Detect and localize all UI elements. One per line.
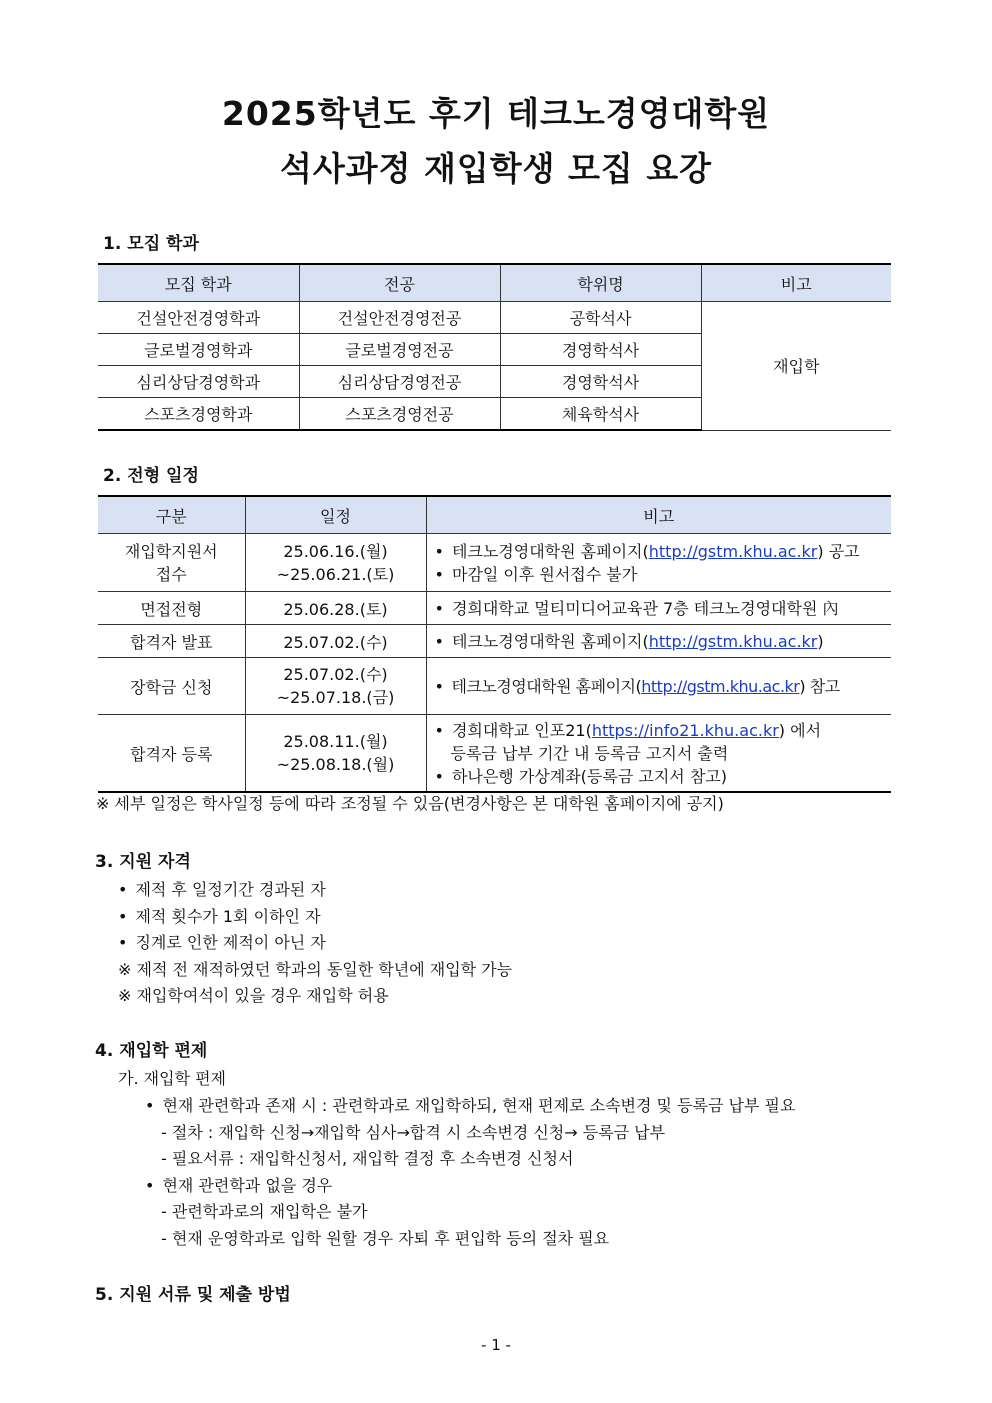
cell-note (426, 658, 891, 715)
section-number: 5. (95, 1285, 114, 1305)
note-bullet (435, 630, 891, 653)
cell-line: ~25.06.21.(토) (276, 564, 395, 584)
cell-dept: 심리상담경영학과 (98, 366, 299, 398)
doc-title-line2: 석사과정 재입학생 모집 요강 (279, 149, 712, 188)
cell-date (245, 534, 426, 592)
note-bullet (435, 675, 891, 698)
list-item: • 제적 후 일정기간 경과된 자 (118, 877, 512, 904)
cell-category: 합격자 등록 (98, 715, 245, 793)
cell-degree: 공학석사 (500, 302, 701, 334)
list-note: ※ 제적 전 재적하였던 학과의 동일한 학년에 재입학 가능 (118, 959, 513, 979)
reorg-subheading: 가. 재입학 편제 (118, 1069, 226, 1088)
cell-category (98, 534, 245, 592)
cell-note (426, 625, 891, 658)
cell-degree: 체육학석사 (500, 398, 701, 431)
note-text: 테크노경영대학원 홈페이지( (451, 676, 642, 696)
cell-line: 25.07.02.(수) (283, 665, 388, 684)
cell-degree: 경영학석사 (500, 334, 701, 366)
note-continuation: 등록금 납부 기간 내 등록금 고지서 출력 (450, 743, 729, 763)
cell-major: 글로벌경영전공 (299, 334, 500, 366)
list-detail: - 절차 : 재입학 신청→재입학 심사→합격 시 소속변경 신청→ 등록금 납부 (161, 1122, 666, 1142)
section-5-heading (95, 1280, 291, 1305)
cell-date: 25.06.28.(토) (245, 592, 426, 625)
cell-category: 합격자 발표 (98, 625, 245, 658)
col-header: 일정 (245, 496, 426, 534)
cell-line: 25.08.11.(월) (283, 732, 388, 751)
list-detail: - 관련학과로의 재입학은 불가 (161, 1202, 368, 1221)
note-bullet (435, 719, 891, 742)
section-title: 모집 학과 (127, 234, 199, 254)
section-number: 2. (103, 466, 122, 486)
table-row (98, 592, 891, 625)
cell-major: 건설안전경영전공 (299, 302, 500, 334)
col-header: 학위명 (500, 264, 701, 302)
col-header: 전공 (299, 264, 500, 302)
cell-line: ~25.07.18.(금) (276, 688, 395, 707)
col-header: 비고 (701, 264, 891, 302)
table-row (98, 715, 891, 793)
section-2-heading (103, 461, 199, 486)
recruit-departments-table (98, 263, 891, 431)
doc-title-line1: 2025학년도 후기 테크노경영대학원 (221, 94, 771, 133)
cell-date: 25.07.02.(수) (245, 625, 426, 658)
list-item: • 현재 관련학과 존재 시 : 관련학과로 재입학하되, 현재 편제로 소속변경 및 등록금 납부 필요 (145, 1093, 795, 1120)
section-4-heading (95, 1036, 207, 1061)
cell-date (245, 715, 426, 793)
list-item: • 징계로 인한 제적이 아닌 자 (118, 930, 512, 957)
note-bullet: • 마감일 이후 원서접수 불가 (435, 563, 891, 586)
cell-category: 면접전형 (98, 592, 245, 625)
section-number: 1. (103, 234, 122, 254)
note-text: 경희대학교 인포21( (451, 720, 592, 740)
note-text: ) 공고 (817, 541, 860, 561)
section-title: 재입학 편제 (119, 1041, 208, 1061)
col-header: 구분 (98, 496, 245, 534)
info21-link[interactable]: https://info21.khu.ac.kr (591, 720, 779, 740)
cell-note (426, 715, 891, 793)
note-text: ) 에서 (778, 720, 822, 740)
reorg-list (145, 1093, 795, 1252)
schedule-footnote: ※ 세부 일정은 학사일정 등에 따라 조정될 수 있음(변경사항은 본 대학원 홈페이지에 공지) (96, 794, 724, 813)
eligibility-list (118, 877, 512, 1010)
cell-line: 재입학지원서 (124, 541, 218, 561)
list-note: ※ 재입학여석이 있을 경우 재입학 허용 (118, 986, 389, 1005)
section-number: 3. (95, 852, 114, 872)
list-item: • 현재 관련학과 없을 경우 (145, 1173, 795, 1200)
note-text: 테크노경영대학원 홈페이지( (451, 541, 649, 561)
cell-line: ~25.08.18.(월) (276, 755, 395, 774)
cell-line: 25.06.16.(월) (283, 541, 388, 561)
table-row (98, 534, 891, 592)
table-header-row (98, 496, 891, 534)
homepage-link[interactable]: http://gstm.khu.ac.kr (648, 541, 818, 561)
table-row (98, 625, 891, 658)
cell-line: 접수 (155, 564, 187, 584)
list-detail: - 필요서류 : 재입학신청서, 재입학 결정 후 소속변경 신청서 (161, 1149, 574, 1168)
list-detail: - 현재 운영학과로 입학 원할 경우 자퇴 후 편입학 등의 절차 필요 (161, 1228, 610, 1248)
note-text: ) (817, 631, 824, 651)
col-header: 모집 학과 (98, 264, 299, 302)
table-header-row (98, 264, 891, 302)
list-item: • 제적 횟수가 1회 이하인 자 (118, 904, 512, 931)
note-bullet (435, 540, 891, 563)
cell-note: 재입학 (701, 302, 891, 431)
section-title: 전형 일정 (127, 466, 199, 486)
table-row (98, 302, 891, 334)
note-bullet: • 하나은행 가상계좌(등록금 고지서 참고) (435, 765, 891, 788)
cell-dept: 스포츠경영학과 (98, 398, 299, 431)
cell-major: 스포츠경영전공 (299, 398, 500, 431)
note-bullet: • 경희대학교 멀티미디어교육관 7층 테크노경영대학원 內 (435, 597, 891, 620)
section-number: 4. (95, 1041, 114, 1061)
page-number: - 1 - (481, 1336, 511, 1354)
note-text: 테크노경영대학원 홈페이지( (451, 631, 649, 651)
table-row (98, 658, 891, 715)
cell-major: 심리상담경영전공 (299, 366, 500, 398)
note-text: ) 참고 (799, 676, 840, 696)
section-title: 지원 서류 및 제출 방법 (119, 1285, 291, 1305)
section-3-heading (95, 847, 191, 872)
homepage-link[interactable]: http://gstm.khu.ac.kr (641, 676, 800, 696)
cell-degree: 경영학석사 (500, 366, 701, 398)
section-1-heading (103, 229, 199, 254)
cell-note (426, 534, 891, 592)
cell-note (426, 592, 891, 625)
cell-date (245, 658, 426, 715)
col-header: 비고 (426, 496, 891, 534)
cell-dept: 건설안전경영학과 (98, 302, 299, 334)
cell-category: 장학금 신청 (98, 658, 245, 715)
schedule-table (98, 495, 891, 793)
section-title: 지원 자격 (119, 852, 191, 872)
cell-dept: 글로벌경영학과 (98, 334, 299, 366)
homepage-link[interactable]: http://gstm.khu.ac.kr (648, 631, 818, 651)
